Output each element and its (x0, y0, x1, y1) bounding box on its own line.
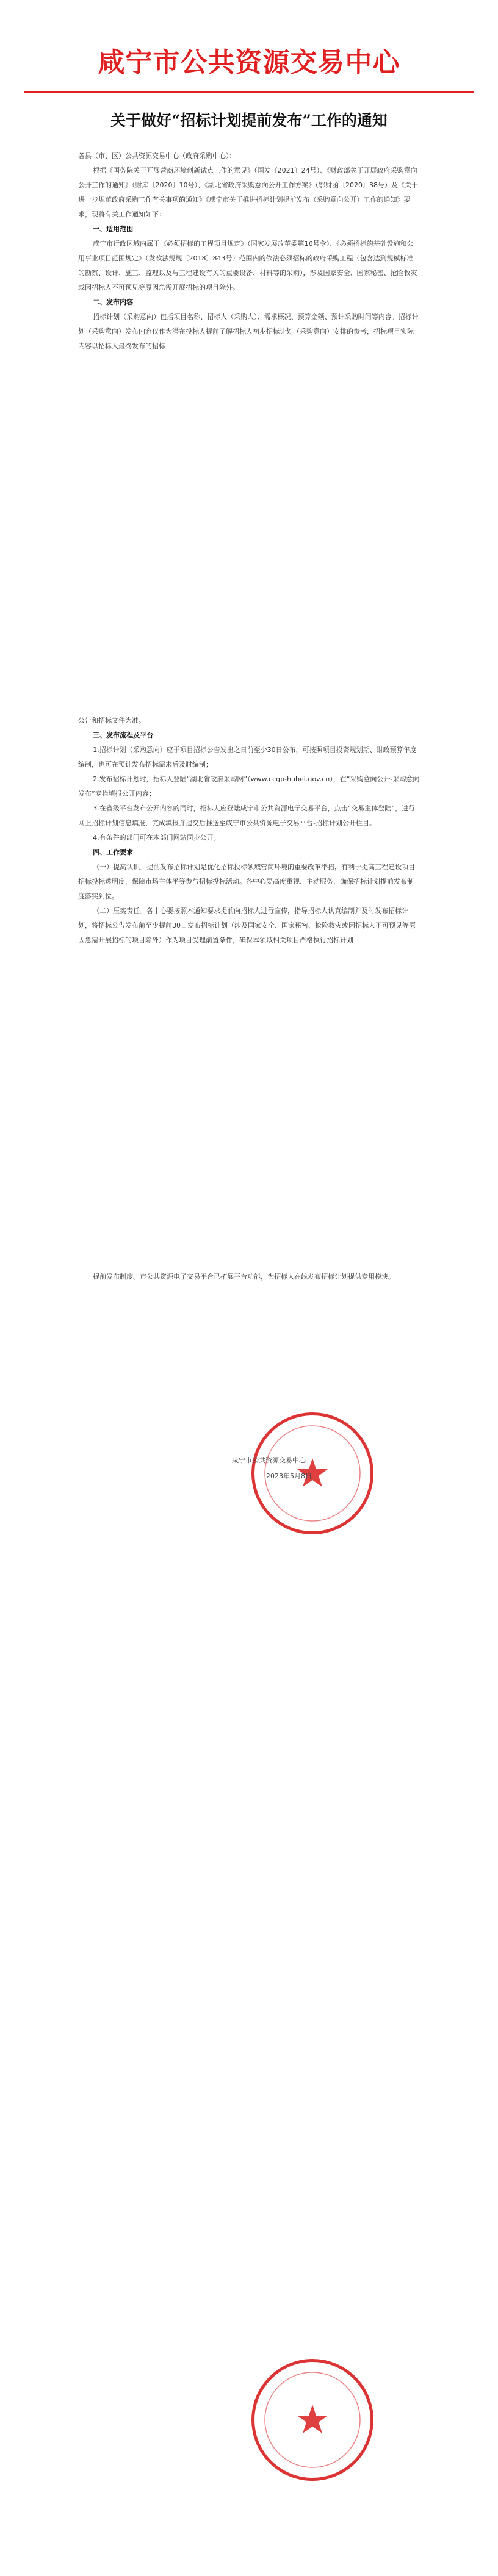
intro-paragraph: 根据《国务院关于开展营商环境创新试点工作的意见》（国发〔2021〕24号）、《财政部关于开展政府采购意向公开工作的通知》（财库〔2020〕10号）、《湖北省政府采购意向公开工作方案》（鄂财函〔2020〕38号）及《关于进一步规范政府采购工作有关事项的通知》《咸宁市关于推进招标计划提前发布（采购意向公开）工作的通知》要求，现将有关工作通知如下： (78, 166, 418, 218)
page2-body (78, 714, 420, 948)
official-seal-bottom (251, 2359, 374, 2481)
section4-item-1: （一）提高认识。提前发布招标计划是优化招标投标领域营商环境的重要改革举措，有利于提高工程建设项目招标投标透明度，保障市场主体平等参与招标投标活动。各中心要高度重视、主动服务，确保招标计划提前发布制度落实到位。 (78, 863, 416, 900)
section3-item-3: 3.在省级平台发布公开内容的同时，招标人应登陆咸宁市公共资源电子交易平台，点击“交易主体登陆”，进行网上招标计划信息填报，完成填报并提交后推送至咸宁市公共资源电子交易平台-招标计划公开栏目。 (78, 804, 416, 827)
signature-block (232, 1453, 427, 1484)
notice-title: 关于做好“招标计划提前发布”工作的通知 (110, 112, 388, 129)
section4-item-2: （二）压实责任。各中心要按照本通知要求提前向招标人进行宣传，指导招标人认真编制并及时发布招标计划，将招标公告发布前至少提前30日发布招标计划（涉及国家安全、国家秘密、抢险救灾或因招标人不可预见等原因急需开展招标的项目除外）作为项目受理前置条件，确保本领域相关项目严格执行招标计划 (78, 907, 416, 944)
page3-continuation: 提前发布制度。市公共资源电子交易平台已拓展平台功能，为招标人在线发布招标计划提供专用模块。 (93, 1273, 395, 1281)
page3-body (78, 1270, 420, 1284)
org-title: 咸宁市公共资源交易中心 (98, 47, 400, 78)
section3-item-4: 4.有条件的部门可在本部门网站同步公开。 (93, 834, 220, 842)
section1-body: 咸宁市行政区域内属于《必须招标的工程项目规定》（国家发展改革委第16号令）、《必须招标的基础设施和公用事业项目范围规定》（发改法规规〔2018〕843号）范围内的依法必须招标的政府采购工程（包含达到规模标准的勘察、设计、施工、监理以及与工程建设有关的重要设备、材料等的采购），涉及国家安全、国家秘密、抢险救灾或因招标人不可预见等原因急需开展招标的项目除外。 (78, 240, 417, 292)
signature-org: 咸宁市公共资源交易中心 (232, 1456, 306, 1464)
red-header-rule (24, 91, 474, 93)
page2-continuation: 公告和招标文件为准。 (78, 717, 145, 724)
page1-body (78, 149, 420, 354)
salutation: 各县（市、区）公共资源交易中心（政府采购中心）： (78, 152, 236, 160)
section2-body: 招标计划（采购意向）包括项目名称、招标人（采购人）、需求概况、预算金额、预计采购时间等内容。招标计划（采购意向）发布内容仅作为潜在投标人提前了解招标人初步招标计划（采购意向）安排的参考，招标项目实际内容以招标人最终发布的招标 (78, 313, 419, 350)
section2-heading: 二、发布内容 (93, 298, 134, 306)
signature-date: 2023年5月8日 (266, 1472, 312, 1480)
section1-heading: 一、适用范围 (93, 225, 134, 233)
seal-star-icon-bottom (254, 2362, 370, 2478)
section3-item-1: 1.招标计划（采购意向）应于项目招标公告发出之日前至少30日公布，可按照项目投资规划期、财政预算年度编制，也可在预计发布招标需求后及时编制； (78, 746, 417, 768)
section3-item-2: 2.发布招标计划时，招标人登陆“湖北省政府采购网”（www.ccgp-hubei.gov.cn），在“采购意向公开-采购意向发布”专栏填报公开内容； (78, 775, 420, 798)
section4-heading: 四、工作要求 (93, 848, 134, 856)
section3-heading: 三、发布流程及平台 (93, 731, 154, 739)
